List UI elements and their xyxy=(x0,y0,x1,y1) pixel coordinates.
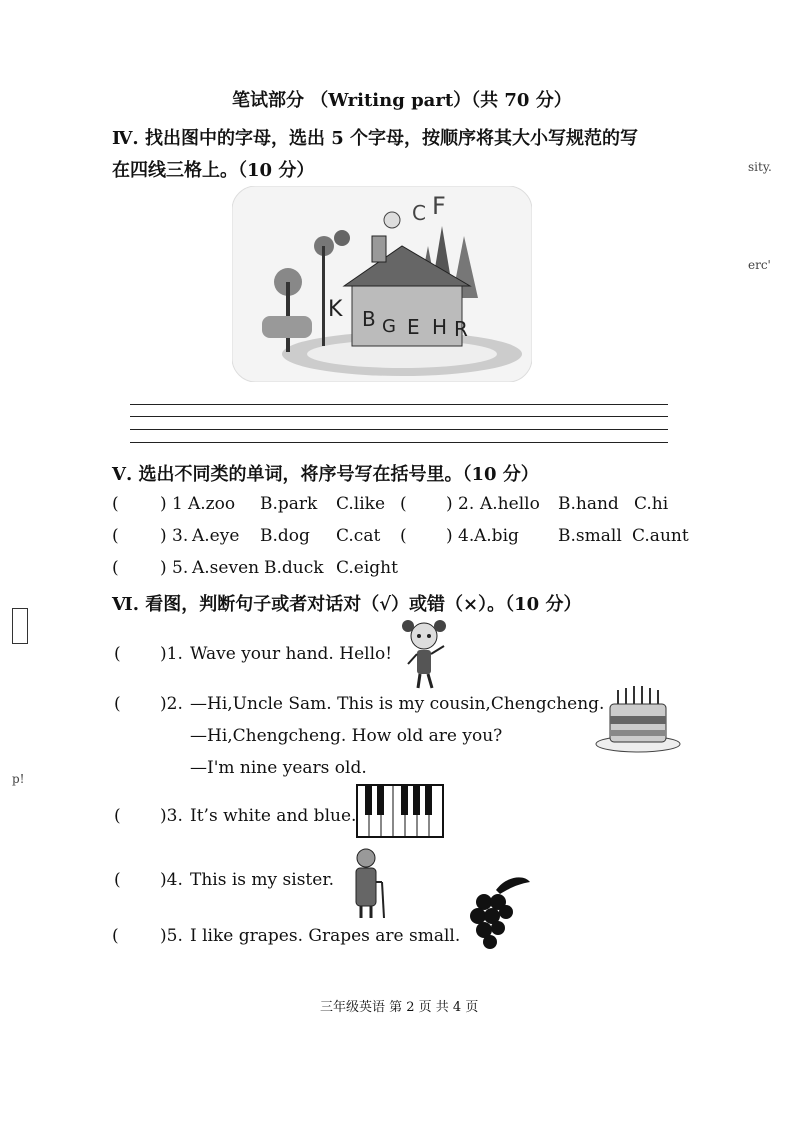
question-number: ) 4. xyxy=(446,526,475,546)
option-b: B.hand xyxy=(558,494,619,514)
answer-paren[interactable]: ( xyxy=(112,926,119,946)
option-a: A.big xyxy=(474,526,519,546)
letter-house-picture xyxy=(232,186,532,382)
question-number: ) 5. xyxy=(160,558,189,578)
answer-paren[interactable]: ( xyxy=(112,494,119,514)
girl-waving-picture xyxy=(396,616,452,692)
question-number: )1. xyxy=(160,644,183,664)
option-c: C.eight xyxy=(336,558,398,578)
section-4-heading-cont: 在四线三格上。（10 分） xyxy=(112,160,315,181)
letter-c: C xyxy=(412,201,426,225)
page-title: 笔试部分 （Writing part）（共 70 分） xyxy=(232,90,572,111)
question-number: )3. xyxy=(160,806,183,826)
section-5-heading: Ⅴ. 选出不同类的单词，将序号写在括号里。（10 分） xyxy=(112,464,539,485)
option-a: A.eye xyxy=(192,526,240,546)
judge-sentence: —Hi,Uncle Sam. This is my cousin,Chengcheng. xyxy=(190,694,605,714)
answer-paren[interactable]: ( xyxy=(400,526,407,546)
question-number: ) 2. xyxy=(446,494,475,514)
grapes-picture xyxy=(466,872,536,954)
option-c: C.aunt xyxy=(632,526,689,546)
answer-paren[interactable]: ( xyxy=(114,694,121,714)
answer-paren[interactable]: ( xyxy=(114,806,121,826)
writing-line[interactable] xyxy=(130,404,668,405)
answer-paren[interactable]: ( xyxy=(400,494,407,514)
judge-sentence: It’s white and blue. xyxy=(190,806,357,826)
answer-paren[interactable]: ( xyxy=(112,558,119,578)
writing-line[interactable] xyxy=(130,442,668,443)
option-b: B.small xyxy=(558,526,622,546)
option-b: B.dog xyxy=(260,526,310,546)
judge-sentence: I like grapes. Grapes are small. xyxy=(190,926,461,946)
option-c: C.hi xyxy=(634,494,669,514)
question-number: )2. xyxy=(160,694,183,714)
question-number: ) 1 xyxy=(160,494,183,514)
margin-mark xyxy=(12,608,28,644)
option-c: C.like xyxy=(336,494,386,514)
section-4-heading: Ⅳ. 找出图中的字母，选出 5 个字母，按顺序将其大小写规范的写 xyxy=(112,128,639,149)
option-c: C.cat xyxy=(336,526,381,546)
option-a: A.seven xyxy=(192,558,260,578)
judge-sentence-line: —Hi,Chengcheng. How old are you? xyxy=(190,726,503,746)
question-number: )4. xyxy=(160,870,183,890)
answer-paren[interactable]: ( xyxy=(112,526,119,546)
letter-g: G xyxy=(382,316,396,337)
letter-k: K xyxy=(328,297,343,322)
writing-line[interactable] xyxy=(130,416,668,417)
margin-fragment: erc' xyxy=(748,258,771,272)
letter-h: H xyxy=(432,315,448,339)
section-6-heading: Ⅵ. 看图，判断句子或者对话对（√）或错（×）。（10 分） xyxy=(112,594,582,615)
letter-r: R xyxy=(454,317,468,341)
grandmother-picture xyxy=(348,846,392,922)
option-b: B.park xyxy=(260,494,318,514)
writing-line[interactable] xyxy=(130,429,668,430)
page-footer: 三年级英语 第 2 页 共 4 页 xyxy=(320,1000,479,1015)
judge-sentence: This is my sister. xyxy=(190,870,334,890)
option-a: A.zoo xyxy=(188,494,236,514)
piano-keyboard-picture xyxy=(356,784,444,838)
question-number: ) 3. xyxy=(160,526,189,546)
birthday-cake-picture xyxy=(594,682,682,754)
letter-e: E xyxy=(407,315,420,339)
margin-fragment: p! xyxy=(12,772,25,786)
judge-sentence-line: —I'm nine years old. xyxy=(190,758,367,778)
question-number: )5. xyxy=(160,926,183,946)
option-b: B.duck xyxy=(264,558,324,578)
answer-paren[interactable]: ( xyxy=(114,870,121,890)
letter-f: F xyxy=(432,192,446,220)
margin-fragment: sity. xyxy=(748,160,772,174)
answer-paren[interactable]: ( xyxy=(114,644,121,664)
option-a: A.hello xyxy=(480,494,540,514)
letter-b: B xyxy=(362,307,376,331)
judge-sentence: Wave your hand. Hello! xyxy=(190,644,393,664)
